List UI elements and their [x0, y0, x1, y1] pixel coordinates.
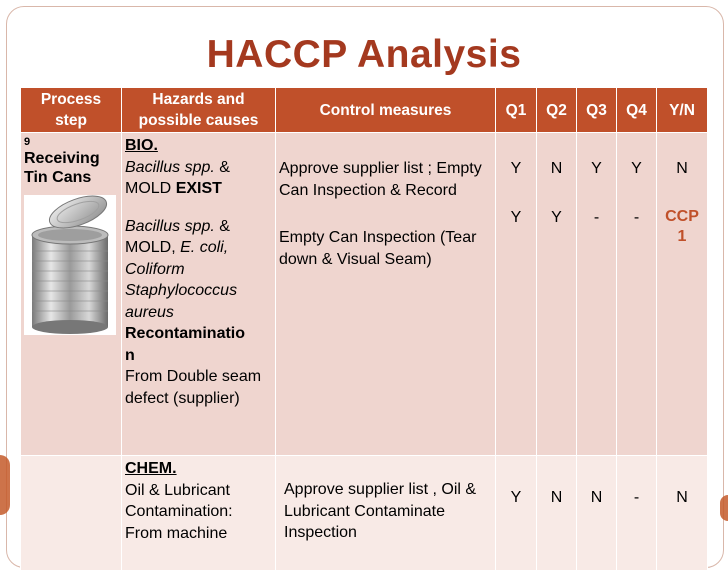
hazard-b — [125, 216, 272, 410]
control-measure-chem: Approve supplier list , Oil & Lubricant Contaminate Inspection — [284, 481, 477, 541]
yn-a: N — [676, 160, 688, 177]
hazard-b-staph-2: aureus — [125, 303, 174, 321]
q3-cell — [577, 456, 617, 571]
q1-cell — [496, 456, 537, 571]
q2-chem: N — [550, 489, 563, 506]
header-process-step: Process step — [21, 88, 122, 133]
side-decoration-left — [0, 455, 10, 515]
ccp-label: CCP 1 — [665, 207, 699, 245]
q1-cell — [496, 133, 537, 456]
q4-a: Y — [631, 160, 642, 177]
header-control-measures: Control measures — [276, 88, 496, 133]
control-measures-cell — [276, 133, 496, 456]
q2-b: Y — [551, 208, 562, 226]
hazard-a-organism: Bacillus spp. — [125, 158, 215, 176]
step-number: 9 — [24, 136, 31, 148]
haccp-table — [20, 87, 708, 571]
header-q2: Q2 — [537, 88, 577, 133]
control-measures-cell — [276, 456, 496, 571]
q1-chem: Y — [510, 489, 522, 506]
yn-chem: N — [676, 489, 688, 506]
control-measure-b: Empty Can Inspection (Tear down & Visual Seam) — [279, 229, 477, 268]
q1-a: Y — [510, 160, 522, 177]
hazard-chem-text: Oil & Lubricant Contamination: From machine — [125, 481, 233, 542]
q3-cell — [577, 133, 617, 456]
hazard-a-amp: & — [219, 158, 230, 176]
q4-cell — [617, 133, 657, 456]
hazard-b-staph-1: Staphylococcus — [125, 282, 238, 299]
hazard-b-amp: & — [219, 217, 230, 235]
hazard-type-chem: CHEM. — [125, 460, 177, 477]
hazard-b-mold: MOLD, — [125, 239, 176, 256]
step-name: Receiving Tin Cans — [24, 150, 100, 186]
hazard-b-recontamination-1: Recontaminatio — [125, 325, 246, 342]
q2-cell — [537, 133, 577, 456]
q3-a: Y — [591, 160, 602, 177]
side-decoration-right — [720, 495, 728, 521]
header-yn: Y/N — [657, 88, 708, 133]
header-q3: Q3 — [577, 88, 617, 133]
hazard-b-recontamination-2: n — [125, 346, 135, 364]
slide-title: HACCP Analysis — [206, 33, 522, 76]
table-row — [21, 133, 708, 456]
table-header-row — [21, 88, 708, 133]
header-q4: Q4 — [617, 88, 657, 133]
q4-b: - — [633, 208, 640, 226]
tin-can-image — [24, 195, 116, 335]
header-hazards: Hazards and possible causes — [122, 88, 276, 133]
hazard-cell — [122, 456, 276, 571]
q1-b: Y — [510, 208, 522, 226]
header-q1: Q1 — [496, 88, 537, 133]
hazard-b-ecoli: E. coli, — [180, 239, 229, 256]
yn-cell — [657, 133, 708, 456]
process-step-cell — [21, 133, 122, 456]
control-measure-a: Approve supplier list ; Empty Can Inspection & Record — [279, 160, 482, 199]
hazard-b-cause: From Double seam defect (supplier) — [125, 368, 262, 407]
q2-a: N — [550, 160, 563, 177]
yn-cell — [657, 456, 708, 571]
hazard-b-organism: Bacillus spp. — [125, 217, 215, 235]
table-row — [21, 456, 708, 571]
hazard-type-bio: BIO. — [125, 137, 158, 154]
q3-b: - — [593, 208, 600, 226]
hazard-a-mold: MOLD — [125, 180, 172, 197]
hazard-cell — [122, 133, 276, 456]
process-step-cell-empty — [21, 456, 122, 571]
q2-cell — [537, 456, 577, 571]
hazard-b-coliform: Coliform — [125, 260, 185, 278]
q3-chem: N — [590, 489, 603, 506]
hazard-a — [125, 157, 272, 200]
q4-chem: - — [633, 489, 640, 506]
hazard-a-exist: EXIST — [175, 180, 222, 197]
q4-cell — [617, 456, 657, 571]
